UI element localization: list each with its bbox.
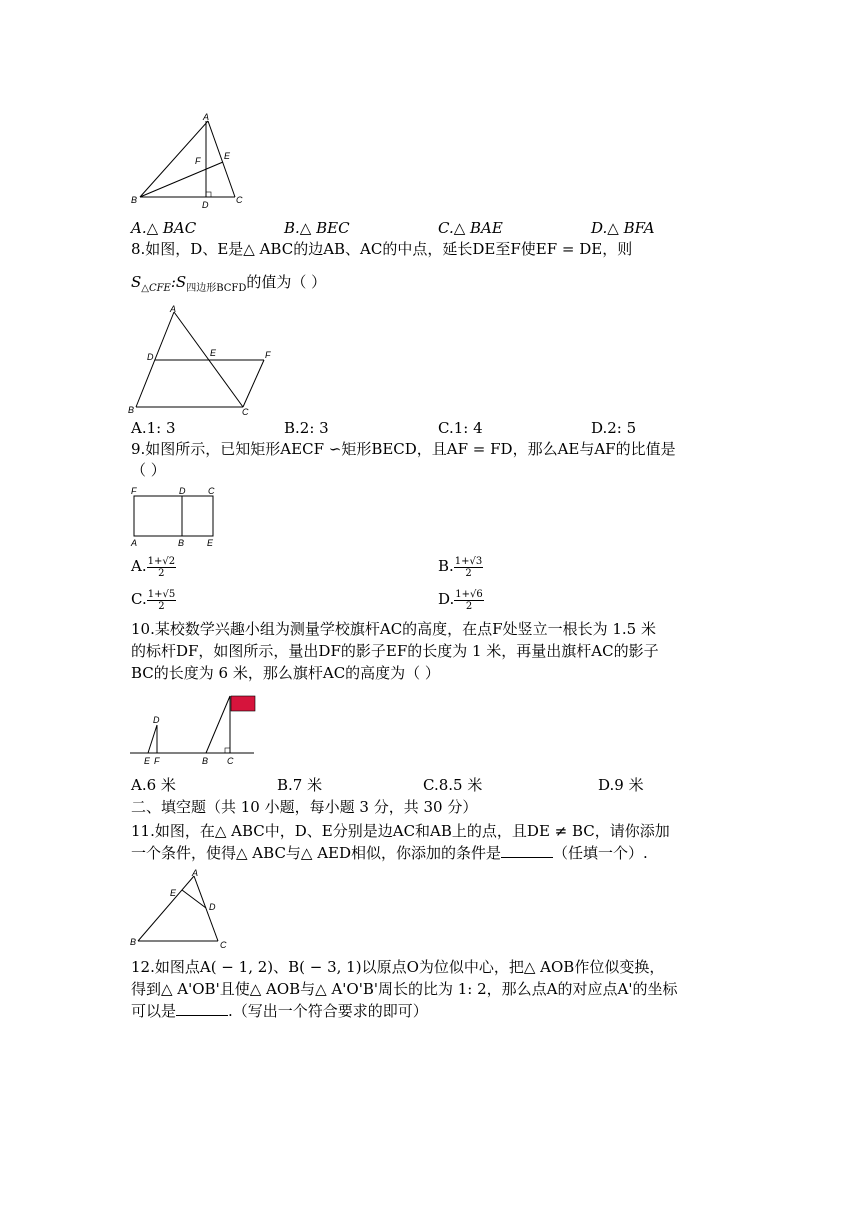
- q7-label-f: F: [195, 156, 201, 166]
- q9-label-b: B: [178, 538, 185, 548]
- q7-label-c: C: [236, 195, 243, 205]
- q9-label-f: F: [131, 486, 137, 496]
- q7-option-d: D.△ BFA: [591, 219, 655, 237]
- q8-label-c: C: [242, 407, 249, 417]
- q10-label-d: D: [153, 715, 160, 725]
- q9-label-c: C: [208, 486, 215, 496]
- q9-question-line1: 9.如图所示，已知矩形AECF ∽矩形BECD，且AF = FD，那么AE与AF的比值是: [131, 440, 676, 458]
- q8-question-line2: $S_{\triangle CFE}:S_{四边形BCFD}$的值为（ ）: [131, 273, 327, 294]
- q8-label-e: E: [210, 348, 217, 358]
- q8-trapezoid-figure: [126, 303, 286, 418]
- q7-option-b: B.△ BEC: [284, 219, 350, 237]
- q11-label-d: D: [209, 902, 216, 912]
- q9-option-a: A. $\frac{1+√2}{2}$: [131, 555, 176, 579]
- q7-triangle-figure: [128, 112, 258, 212]
- q12-question-line2: 得到△ A'OB'且使△ AOB与△ A'O'B'周长的比为 1: 2，那么点A的对应点A'的坐标: [131, 980, 678, 998]
- q9-option-d: D. $\frac{1+√6}{2}$: [438, 588, 483, 612]
- q12-answer-blank[interactable]: [176, 1001, 228, 1016]
- q9-label-e: E: [207, 538, 214, 548]
- q11-label-a: A: [192, 868, 199, 878]
- q10-question-line1: 10.某校数学兴趣小组为测量学校旗杆AC的高度，在点F处竖立一根长为 1.5 米: [131, 620, 656, 638]
- q10-option-c: C.8.5 米: [423, 776, 483, 794]
- q8-option-a: A.1: 3: [131, 419, 176, 437]
- q10-option-b: B.7 米: [277, 776, 323, 794]
- q11-label-c: C: [220, 940, 227, 950]
- q10-label-e: E: [144, 756, 151, 766]
- q9-question-line2: （ ）: [131, 461, 166, 479]
- q10-label-f: F: [154, 756, 160, 766]
- q7-option-a: A.△ BAC: [131, 219, 197, 237]
- q8-option-d: D.2: 5: [591, 419, 637, 437]
- q9-label-a: A: [131, 538, 138, 548]
- q11-triangle-figure: [128, 866, 238, 951]
- q10-option-a: A.6 米: [131, 776, 176, 794]
- q10-option-d: D.9 米: [598, 776, 644, 794]
- q11-answer-blank[interactable]: [501, 843, 553, 858]
- q8-question-line1: 8.如图，D、E是△ ABC的边AB、AC的中点，延长DE至F使EF = DE，则: [131, 240, 633, 258]
- q12-question-line1: 12.如图点A( − 1, 2)、B( − 3, 1)以原点O为位似中心，把△ AOB作位似变换，: [131, 958, 665, 976]
- q7-label-b: B: [131, 195, 138, 205]
- q8-label-d: D: [147, 352, 154, 362]
- q11-question-line2: 一个条件，使得△ ABC与△ AED相似，你添加的条件是 （任填一个）.: [131, 844, 648, 862]
- q10-label-c: C: [227, 756, 234, 766]
- q9-option-b: B. $\frac{1+√3}{2}$: [438, 555, 483, 579]
- q7-label-e: E: [224, 151, 231, 161]
- q10-question-line3: BC的长度为 6 米，那么旗杆AC的高度为（ ）: [131, 664, 440, 682]
- q10-question-line2: 的标杆DF，如图所示，量出DF的影子EF的长度为 1 米，再量出旗杆AC的影子: [131, 642, 659, 660]
- q8-label-b: B: [128, 405, 135, 415]
- q10-flagpole-figure: [128, 690, 258, 770]
- q8-option-b: B.2: 3: [284, 419, 329, 437]
- q7-label-d: D: [202, 200, 209, 210]
- q8-label-a: A: [170, 304, 177, 314]
- q9-option-c: C. $\frac{1+√5}{2}$: [131, 588, 176, 612]
- q10-label-b: B: [202, 756, 209, 766]
- q7-option-c: C.△ BAE: [438, 219, 503, 237]
- q8-label-f: F: [265, 350, 271, 360]
- q9-rectangles-figure: [128, 484, 228, 550]
- q8-option-c: C.1: 4: [438, 419, 483, 437]
- q9-label-d: D: [179, 486, 186, 496]
- q11-label-b: B: [130, 937, 137, 947]
- q7-label-a: A: [203, 112, 210, 122]
- section-heading-fill-blank: 二、填空题（共 10 小题，每小题 3 分，共 30 分）: [131, 798, 478, 816]
- q11-question-line1: 11.如图，在△ ABC中，D、E分别是边AC和AB上的点，且DE ≠ BC，请你添加: [131, 822, 670, 840]
- q12-question-line3: 可以是 .（写出一个符合要求的即可）: [131, 1002, 428, 1020]
- q11-label-e: E: [170, 888, 177, 898]
